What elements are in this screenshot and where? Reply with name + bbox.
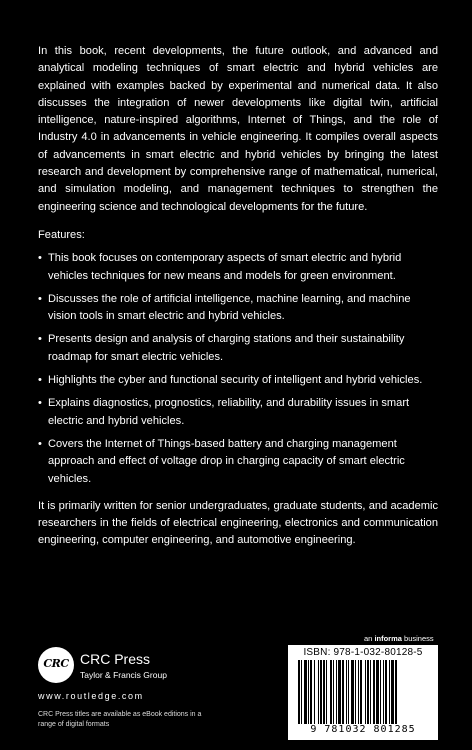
- publisher-name: CRC Press: [80, 651, 151, 667]
- feature-item: • Highlights the cyber and functional security of intelligent and hybrid vehicles.: [38, 372, 438, 389]
- publisher-group: Taylor & Francis Group: [80, 670, 167, 680]
- feature-item: • Discusses the role of artificial intelligence, machine learning, and machine vision tools in smart electric and hybrid vehicles.: [38, 291, 438, 326]
- features-list: [38, 250, 438, 488]
- closing-paragraph: It is primarily written for senior undergraduates, graduate students, and academic researchers in the fields of electrical engineering, electronics and communication engineering, computer engineering, and automotive engineering.: [38, 499, 438, 547]
- informa-brand: informa: [374, 634, 402, 643]
- informa-prefix: an: [364, 634, 373, 643]
- barcode-digits: 9 781032 801285: [310, 724, 416, 735]
- crc-logo-text: CRC: [43, 657, 69, 670]
- feature-item: • This book focuses on contemporary aspects of smart electric and hybrid vehicles techniques for new means and models for green environment.: [38, 250, 438, 285]
- crc-logo-icon: [38, 647, 74, 683]
- informa-business-label: [364, 634, 434, 643]
- publisher-website: www.routledge.com: [38, 691, 144, 701]
- barcode: [288, 645, 438, 740]
- isbn-label: ISBN: 978-1-032-80128-5: [303, 647, 423, 658]
- informa-suffix: business: [404, 634, 434, 643]
- ebook-note: CRC Press titles are available as eBook editions in a range of digital formats: [38, 711, 202, 728]
- feature-item: • Explains diagnostics, prognostics, reliability, and durability issues in smart electric and hybrid vehicles.: [38, 395, 438, 430]
- features-heading: Features:: [38, 228, 85, 241]
- back-cover-text: [38, 43, 438, 550]
- barcode-bars-icon: [298, 660, 428, 724]
- intro-paragraph: In this book, recent developments, the future outlook, and advanced and analytical modeling techniques of smart electric and hybrid vehicles are explained with examples backed by experimental and numerical data. It also discusses the integration of newer developments like digital twin, artificial intelligence, nature-inspired algorithms, Internet of Things, and the role of Industry 4.0 in advancements in vehicle engineering. It compiles overall aspects of advancements in smart electric and hybrid vehicles by bringing the latest research and development by comprehensive range of mathematical, numerical, and simulation modeling, and management techniques to strengthen the engineering science and technological developments for the future.: [38, 45, 438, 213]
- feature-item: • Covers the Internet of Things-based battery and charging management approach and effect of voltage drop in charging capacity of smart electric vehicles.: [38, 436, 438, 488]
- feature-item: • Presents design and analysis of charging stations and their sustainability roadmap for smart electric vehicles.: [38, 331, 438, 366]
